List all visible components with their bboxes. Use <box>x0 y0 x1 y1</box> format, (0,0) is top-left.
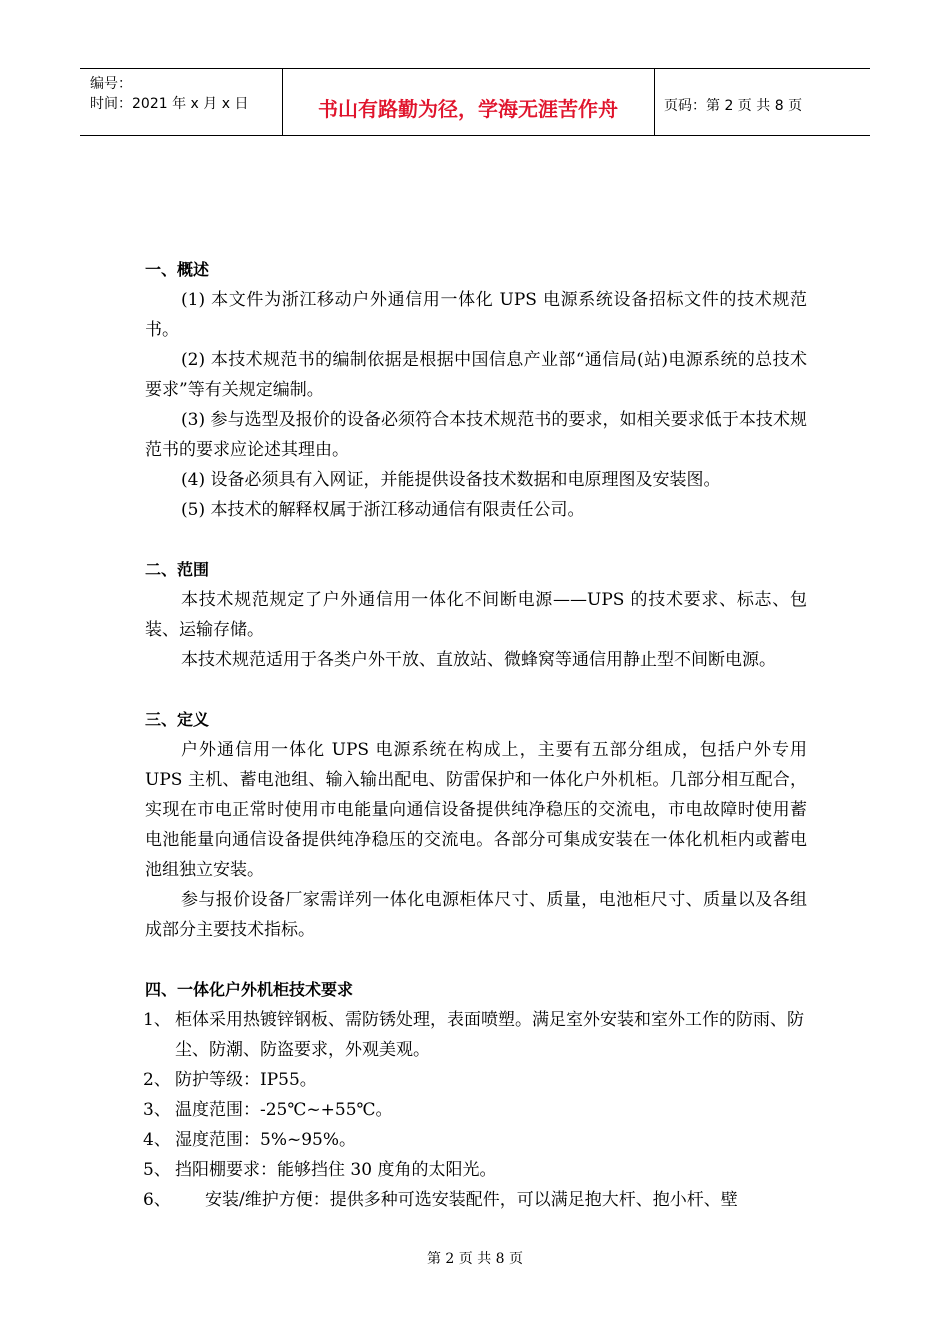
document-number-label: 编号： <box>90 76 132 92</box>
list-item-number: 5、 <box>143 1160 171 1180</box>
section-definition <box>145 705 807 945</box>
list-item-text: 柜体采用热镀锌钢板、需防锈处理，表面喷塑。满足室外安装和室外工作的防雨、防尘、防潮、防盗要求，外观美观。 <box>175 1010 804 1060</box>
list-item-number: 1、 <box>143 1010 171 1030</box>
header-motto-cell <box>282 69 655 135</box>
section-title: 三、定义 <box>145 710 210 729</box>
list-item <box>143 1125 805 1155</box>
list-item-text: 湿度范围：5%~95%。 <box>175 1130 356 1150</box>
paragraph: (1) 本文件为浙江移动户外通信用一体化 UPS 电源系统设备招标文件的技术规范书。 <box>145 290 807 340</box>
list-item-number: 6、 <box>143 1190 171 1210</box>
list-item-text: 温度范围：-25℃~+55℃。 <box>175 1100 393 1120</box>
paragraph: 参与报价设备厂家需详列一体化电源柜体尺寸、质量，电池柜尺寸、质量以及各组成部分主要技术指标。 <box>145 890 807 940</box>
section-title: 一、概述 <box>145 260 210 279</box>
header-page-code: 页码：第 2 页 共 8 页 <box>664 98 803 114</box>
list-item <box>143 1095 805 1125</box>
paragraph: 户外通信用一体化 UPS 电源系统在构成上，主要有五部分组成，包括户外专用 UPS 主机、蓄电池组、输入输出配电、防雷保护和一体化户外机柜。几部分相互配合，实现在市电正常时使用市电能量向通信设备提供纯净稳压的交流电，市电故障时使用蓄电池能量向通信设备提供纯净稳压的交流电。各部分可集成安装在一体化机柜内或蓄电池组独立安装。 <box>145 740 807 880</box>
paragraph: (3) 参与选型及报价的设备必须符合本技术规范书的要求，如相关要求低于本技术规范书的要求应论述其理由。 <box>145 410 807 460</box>
paragraph: (5) 本技术的解释权属于浙江移动通信有限责任公司。 <box>181 500 585 520</box>
header-motto: 书山有路勤为径，学海无涯苦作舟 <box>318 97 618 121</box>
section-cabinet-requirements <box>145 975 807 1215</box>
list-item-text: 挡阳棚要求：能够挡住 30 度角的太阳光。 <box>175 1160 497 1180</box>
page-header <box>80 68 870 136</box>
list-item <box>143 1005 805 1065</box>
section-title: 二、范围 <box>145 560 210 579</box>
header-left-cell <box>80 69 283 135</box>
section-overview <box>145 255 807 525</box>
paragraph: 本技术规范规定了户外通信用一体化不间断电源——UPS 的技术要求、标志、包装、运输存储。 <box>145 590 807 640</box>
paragraph: (2) 本技术规范书的编制依据是根据中国信息产业部“通信局(站)电源系统的总技术要求”等有关规定编制。 <box>145 350 807 400</box>
list-item <box>143 1185 805 1215</box>
list-item-number: 2、 <box>143 1070 171 1090</box>
list-item-number: 3、 <box>143 1100 171 1120</box>
list-item <box>143 1065 805 1095</box>
list-item-text: 安装/维护方便：提供多种可选安装配件，可以满足抱大杆、抱小杆、壁 <box>205 1190 738 1210</box>
paragraph: 本技术规范适用于各类户外干放、直放站、微蜂窝等通信用静止型不间断电源。 <box>181 650 776 670</box>
requirements-list <box>143 1005 805 1215</box>
paragraph: (4) 设备必须具有入网证，并能提供设备技术数据和电原理图及安装图。 <box>181 470 721 490</box>
header-page-cell <box>654 69 870 135</box>
section-scope <box>145 555 807 675</box>
section-title: 四、一体化户外机柜技术要求 <box>145 980 354 999</box>
document-date-label: 时间：2021 年 x 月 x 日 <box>90 96 249 112</box>
list-item-number: 4、 <box>143 1130 171 1150</box>
list-item-text: 防护等级：IP55。 <box>175 1070 317 1090</box>
document-body <box>145 255 807 1215</box>
page-footer: 第 2 页 共 8 页 <box>426 1251 524 1267</box>
list-item <box>143 1155 805 1185</box>
